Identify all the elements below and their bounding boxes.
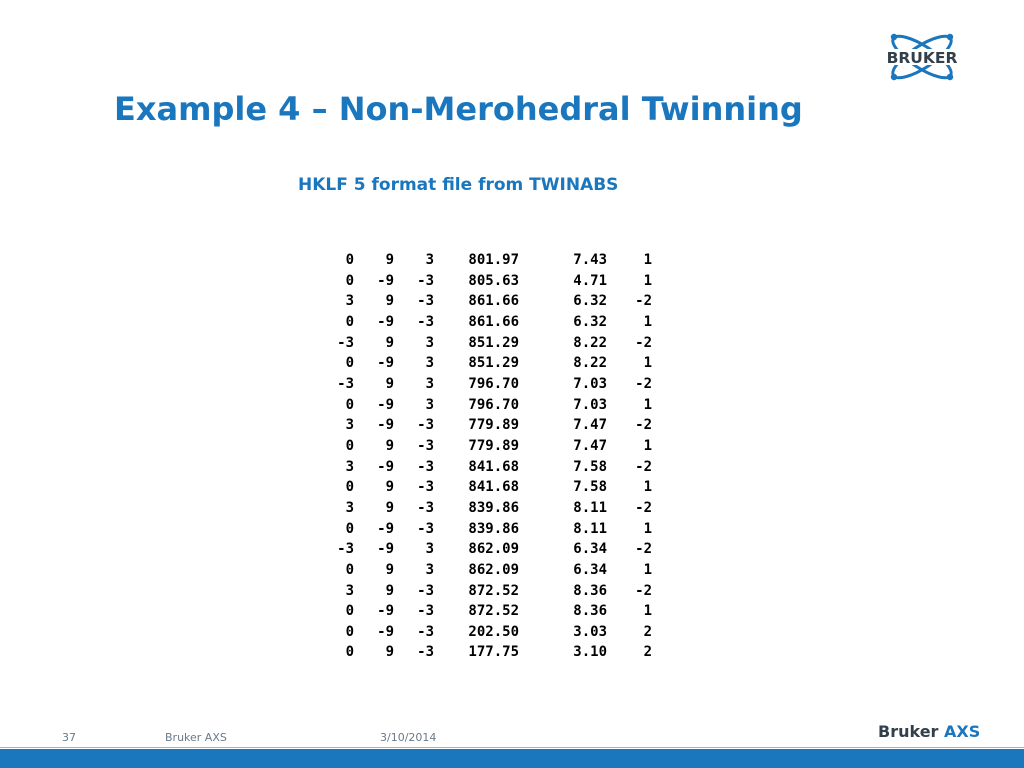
table-row xyxy=(330,333,652,354)
table-row xyxy=(330,353,652,374)
table-row xyxy=(330,498,652,519)
footer-company: Bruker AXS xyxy=(165,731,227,744)
table-cell: 841.68 xyxy=(468,458,519,475)
table-cell: 0 xyxy=(345,355,354,372)
table-cell: 779.89 xyxy=(468,437,519,454)
table-cell: -2 xyxy=(635,334,652,351)
table-cell: 851.29 xyxy=(468,334,519,351)
table-cell: 9 xyxy=(385,499,394,516)
table-row xyxy=(330,622,652,643)
footer-page-number: 37 xyxy=(62,731,76,744)
table-cell: 1 xyxy=(643,603,652,620)
table-cell: -2 xyxy=(635,541,652,558)
table-cell: -3 xyxy=(417,313,434,330)
table-cell: 9 xyxy=(385,582,394,599)
table-cell: 839.86 xyxy=(468,520,519,537)
table-cell: 3 xyxy=(345,499,354,516)
table-cell: 177.75 xyxy=(468,644,519,661)
table-cell: 7.43 xyxy=(573,252,607,268)
table-cell: -9 xyxy=(377,603,394,620)
table-cell: 872.52 xyxy=(468,582,519,599)
table-cell: 3 xyxy=(425,252,434,268)
table-cell: 3 xyxy=(425,355,434,372)
table-cell: -2 xyxy=(635,293,652,310)
table-row xyxy=(330,250,652,271)
table-cell: 805.63 xyxy=(468,272,519,289)
table-cell: 7.47 xyxy=(573,437,607,454)
table-cell: 9 xyxy=(385,479,394,496)
table-row xyxy=(330,519,652,540)
table-cell: -9 xyxy=(377,272,394,289)
table-cell: -3 xyxy=(337,541,354,558)
table-cell: 8.36 xyxy=(573,603,607,620)
table-cell: 872.52 xyxy=(468,603,519,620)
table-cell: -3 xyxy=(417,499,434,516)
table-row xyxy=(330,291,652,312)
logo-text: BRUKER xyxy=(886,49,958,67)
table-cell: 0 xyxy=(345,603,354,620)
table-cell: 1 xyxy=(643,396,652,413)
table-row xyxy=(330,581,652,602)
table-cell: -2 xyxy=(635,582,652,599)
footer-brand-part2: AXS xyxy=(944,722,981,741)
table-row xyxy=(330,312,652,333)
table-cell: 2 xyxy=(643,644,652,661)
table-row xyxy=(330,436,652,457)
table-cell: 3 xyxy=(345,458,354,475)
table-cell: 3 xyxy=(345,293,354,310)
table-cell: 0 xyxy=(345,561,354,578)
table-row xyxy=(330,374,652,395)
table-cell: 1 xyxy=(643,313,652,330)
table-cell: -3 xyxy=(417,479,434,496)
table-cell: 3 xyxy=(425,334,434,351)
table-cell: 3.10 xyxy=(573,644,607,661)
table-cell: -2 xyxy=(635,458,652,475)
table-cell: 3 xyxy=(425,396,434,413)
table-cell: -3 xyxy=(417,644,434,661)
table-cell: -3 xyxy=(417,437,434,454)
table-row xyxy=(330,642,652,663)
table-cell: -9 xyxy=(377,313,394,330)
table-row xyxy=(330,415,652,436)
table-cell: -3 xyxy=(337,375,354,392)
table-cell: 9 xyxy=(385,252,394,268)
table-cell: 1 xyxy=(643,437,652,454)
table-cell: 6.32 xyxy=(573,293,607,310)
table-cell: -3 xyxy=(337,334,354,351)
table-cell: 839.86 xyxy=(468,499,519,516)
footer-brand-part1: Bruker xyxy=(878,722,939,741)
table-cell: 7.58 xyxy=(573,479,607,496)
table-row xyxy=(330,560,652,581)
table-cell: -2 xyxy=(635,375,652,392)
hklf-data-table xyxy=(330,250,652,663)
table-cell: 1 xyxy=(643,561,652,578)
table-cell: 0 xyxy=(345,520,354,537)
table-cell: 3 xyxy=(345,417,354,434)
table-cell: -3 xyxy=(417,603,434,620)
table-cell: 4.71 xyxy=(573,272,607,289)
slide-subtitle: HKLF 5 format file from TWINABS xyxy=(298,175,619,195)
table-cell: 0 xyxy=(345,437,354,454)
table-cell: -9 xyxy=(377,458,394,475)
table-cell: 9 xyxy=(385,644,394,661)
table-cell: 3 xyxy=(345,582,354,599)
table-cell: 861.66 xyxy=(468,313,519,330)
table-cell: 7.03 xyxy=(573,396,607,413)
table-cell: 2 xyxy=(643,623,652,640)
table-cell: -3 xyxy=(417,272,434,289)
table-cell: 7.58 xyxy=(573,458,607,475)
table-cell: 796.70 xyxy=(468,396,519,413)
table-cell: 0 xyxy=(345,252,354,268)
table-cell: 9 xyxy=(385,561,394,578)
table-cell: -9 xyxy=(377,355,394,372)
footer-bar xyxy=(0,749,1024,768)
table-cell: 7.47 xyxy=(573,417,607,434)
table-cell: -3 xyxy=(417,582,434,599)
table-cell: 3 xyxy=(425,375,434,392)
footer-date: 3/10/2014 xyxy=(380,731,437,744)
table-cell: 3.03 xyxy=(573,623,607,640)
table-cell: 0 xyxy=(345,479,354,496)
table-cell: 0 xyxy=(345,272,354,289)
table-cell: -3 xyxy=(417,623,434,640)
table-cell: 9 xyxy=(385,437,394,454)
slide-title: Example 4 – Non-Merohedral Twinning xyxy=(114,90,803,128)
bruker-atom-logo-icon xyxy=(868,26,976,88)
table-row xyxy=(330,395,652,416)
table-cell: 1 xyxy=(643,355,652,372)
table-cell: 862.09 xyxy=(468,541,519,558)
table-cell: -9 xyxy=(377,417,394,434)
table-cell: 861.66 xyxy=(468,293,519,310)
table-cell: -9 xyxy=(377,396,394,413)
table-cell: 6.32 xyxy=(573,313,607,330)
table-cell: 8.11 xyxy=(573,520,607,537)
table-cell: 3 xyxy=(425,561,434,578)
table-cell: -3 xyxy=(417,520,434,537)
table-cell: 8.22 xyxy=(573,355,607,372)
table-cell: 3 xyxy=(425,541,434,558)
table-cell: 801.97 xyxy=(468,252,519,268)
table-cell: 8.11 xyxy=(573,499,607,516)
table-cell: -9 xyxy=(377,520,394,537)
table-row xyxy=(330,457,652,478)
table-cell: 202.50 xyxy=(468,623,519,640)
hklf-data-body xyxy=(330,250,652,663)
table-cell: 0 xyxy=(345,396,354,413)
table-cell: 1 xyxy=(643,272,652,289)
table-cell: -9 xyxy=(377,623,394,640)
table-cell: 7.03 xyxy=(573,375,607,392)
table-cell: 851.29 xyxy=(468,355,519,372)
footer-divider xyxy=(0,747,1024,748)
table-row xyxy=(330,601,652,622)
table-cell: -2 xyxy=(635,417,652,434)
table-cell: 1 xyxy=(643,252,652,268)
footer-brand-logo xyxy=(878,722,980,741)
table-cell: -9 xyxy=(377,541,394,558)
table-cell: 9 xyxy=(385,334,394,351)
table-cell: -3 xyxy=(417,458,434,475)
table-cell: 779.89 xyxy=(468,417,519,434)
table-cell: 9 xyxy=(385,293,394,310)
table-cell: 1 xyxy=(643,479,652,496)
table-cell: 0 xyxy=(345,623,354,640)
table-cell: 1 xyxy=(643,520,652,537)
table-cell: 862.09 xyxy=(468,561,519,578)
table-cell: 0 xyxy=(345,644,354,661)
table-cell: 6.34 xyxy=(573,561,607,578)
table-cell: 841.68 xyxy=(468,479,519,496)
table-cell: 6.34 xyxy=(573,541,607,558)
table-cell: 796.70 xyxy=(468,375,519,392)
table-row xyxy=(330,271,652,292)
table-cell: -3 xyxy=(417,293,434,310)
table-cell: -2 xyxy=(635,499,652,516)
table-cell: 9 xyxy=(385,375,394,392)
table-cell: -3 xyxy=(417,417,434,434)
table-cell: 8.36 xyxy=(573,582,607,599)
table-cell: 8.22 xyxy=(573,334,607,351)
table-row xyxy=(330,539,652,560)
table-cell: 0 xyxy=(345,313,354,330)
table-row xyxy=(330,477,652,498)
